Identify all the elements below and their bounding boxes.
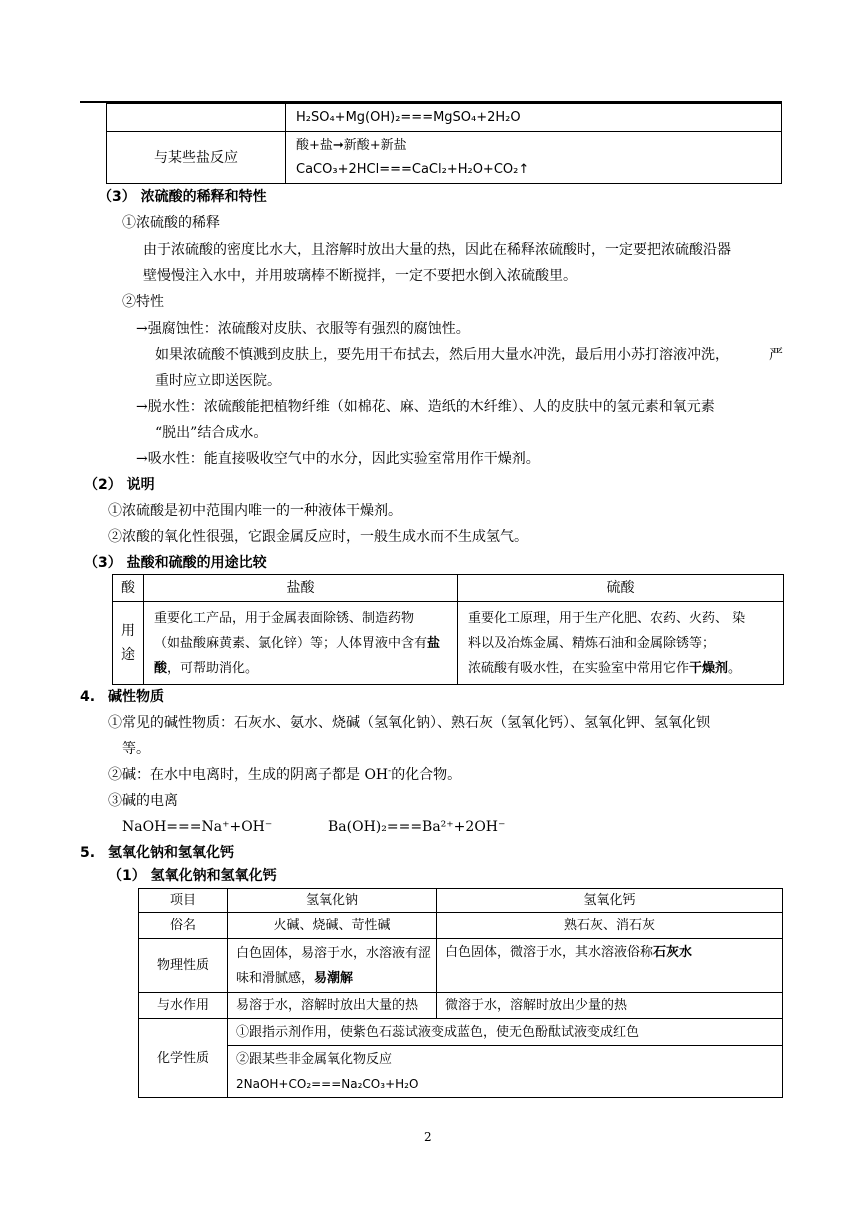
- property-absorbent: →吸水性：能直接吸收空气中的水分，因此实验室常用作干燥剂。: [136, 451, 540, 467]
- section-heading: （2） 说明: [84, 477, 155, 493]
- hcl-uses-cell: [144, 602, 458, 685]
- header-cell: 盐酸: [144, 575, 458, 602]
- cell-bold: 酸: [154, 660, 168, 676]
- base-comparison-table: [138, 888, 783, 1098]
- section-heading: （3） 浓硫酸的稀释和特性: [98, 189, 267, 205]
- table-cell: [437, 939, 783, 993]
- acid-uses-table: [112, 574, 784, 685]
- section-heading: （3） 盐酸和硫酸的用途比较: [84, 555, 267, 571]
- table-cell: ①跟指示剂作用，使紫色石蕊试液变成蓝色，使无色酚酞试液变成红色: [228, 1019, 783, 1046]
- acid-reaction-table: [106, 103, 782, 184]
- sub-heading: ②特性: [122, 294, 164, 310]
- cell-text: ，可帮助消化。: [167, 660, 259, 676]
- cell-text: 白色固体，微溶于水，其水溶液俗称: [445, 945, 654, 960]
- cell-equation: 2NaOH+CO₂===Na₂CO₃+H₂O: [236, 1076, 419, 1091]
- ionization-equation: NaOH===Na⁺+OH⁻: [122, 819, 273, 835]
- cell-line: 白色固体，易溶于水，水溶液有涩: [236, 945, 432, 961]
- property-dehydration: →脱水性：浓硫酸能把植物纤维（如棉花、麻、造纸的木纤维）、人的皮肤中的氢元素和氧元素: [136, 399, 715, 415]
- paragraph-line: ③碱的电离: [108, 793, 178, 809]
- equation-cell: H₂SO₄+Mg(OH)₂===MgSO₄+2H₂O: [286, 104, 782, 132]
- cell-line: [236, 966, 436, 991]
- ionization-equation: Ba(OH)₂===Ba²⁺+2OH⁻: [328, 819, 506, 835]
- table-cell: 熟石灰、消石灰: [437, 913, 783, 939]
- table-cell: [107, 104, 286, 132]
- cell-bold: 干燥剂: [689, 660, 729, 676]
- paragraph-line: 如果浓硫酸不慎溅到皮肤上，要先用干布拭去，然后用大量水冲洗，最后用小苏打溶液冲洗，: [155, 347, 729, 363]
- cell-line: [154, 631, 451, 656]
- row-label: 物理性质: [139, 939, 228, 993]
- header-cell: 氢氧化钠: [228, 889, 437, 913]
- cell-text: 。: [728, 660, 742, 676]
- header-cell: 硫酸: [458, 575, 784, 602]
- text-span: ②碱：在水中电离时，生成的阴离子都是 OH: [108, 767, 389, 783]
- paragraph-line: [108, 765, 461, 785]
- salt-reaction-cell: [286, 132, 782, 184]
- reaction-rule: 酸+盐➞新酸+新盐: [296, 137, 407, 153]
- header-cell: 酸: [113, 575, 144, 602]
- section-title: 碱性物质: [108, 689, 164, 705]
- table-cell: 易溶于水，溶解时放出大量的热: [228, 993, 437, 1019]
- property-corrosive: →强腐蚀性：浓硫酸对皮肤、衣服等有强烈的腐蚀性。: [136, 321, 470, 337]
- paragraph-line: 由于浓硫酸的密度比水大，且溶解时放出大量的热，因此在稀释浓硫酸时，一定要把浓硫酸沿器: [143, 242, 731, 258]
- cell-line: ②跟某些非金属氧化物反应: [236, 1051, 393, 1067]
- cell-bold: 盐: [427, 635, 441, 651]
- label-char: 用: [121, 623, 135, 639]
- cell-line: [468, 656, 777, 681]
- sub-heading: ①浓硫酸的稀释: [122, 215, 220, 231]
- text-span: 的化合物。: [391, 767, 462, 783]
- paragraph-line: 壁慢慢注入水中，并用玻璃棒不断搅拌，一定不要把水倒入浓硫酸里。: [143, 268, 577, 284]
- section-title: 氢氧化钠和氢氧化钙: [108, 845, 234, 861]
- section-number: 4.: [80, 689, 96, 705]
- row-label: 与水作用: [139, 993, 228, 1019]
- cell-line: [154, 656, 451, 681]
- cell-line: 料以及冶炼金属、精炼石油和金属除锈等；: [468, 635, 716, 651]
- superscript: -: [388, 766, 392, 777]
- row-label: 化学性质: [139, 1019, 228, 1098]
- row-label: 与某些盐反应: [107, 132, 286, 184]
- table-cell: [228, 939, 437, 993]
- cell-bold: 石灰水: [653, 945, 693, 960]
- table-cell: 火碱、烧碱、苛性碱: [228, 913, 437, 939]
- paragraph-line: 等。: [122, 741, 150, 757]
- cell-line: 重要化工产品，用于金属表面除锈、制造药物: [154, 610, 415, 626]
- table-cell: 微溶于水，溶解时放出少量的热: [437, 993, 783, 1019]
- paragraph-line-end: 严: [769, 347, 783, 363]
- cell-bold: 易潮解: [314, 970, 354, 986]
- cell-text: （如盐酸麻黄素、氯化锌）等；人体胃液中含有: [154, 635, 428, 651]
- row-label: [113, 602, 144, 685]
- paragraph-line: 重时应立即送医院。: [155, 373, 281, 389]
- header-cell: 氢氧化钙: [437, 889, 783, 913]
- paragraph-line: ①浓硫酸是初中范围内唯一的一种液体干燥剂。: [108, 503, 402, 519]
- reaction-equation: CaCO₃+2HCl===CaCl₂+H₂O+CO₂↑: [296, 161, 530, 177]
- label-char: 途: [121, 647, 135, 663]
- paragraph-line: ①常见的碱性物质：石灰水、氨水、烧碱（氢氧化钠）、熟石灰（氢氧化钙）、氢氧化钾、氢氧化钡: [108, 715, 710, 731]
- table-cell: [228, 1046, 783, 1098]
- header-cell: 项目: [139, 889, 228, 913]
- cell-line: 重要化工原理，用于生产化肥、农药、火药、 染: [468, 610, 746, 626]
- paragraph-line: ②浓酸的氧化性很强，它跟金属反应时，一般生成水而不生成氢气。: [108, 529, 528, 545]
- section-number: 5.: [80, 845, 96, 861]
- page-number: 2: [424, 1130, 432, 1144]
- section-heading: （1） 氢氧化钠和氢氧化钙: [108, 868, 277, 884]
- cell-text: 味和滑腻感，: [236, 970, 315, 986]
- row-label: 俗名: [139, 913, 228, 939]
- cell-text: 浓硫酸有吸水性，在实验室中常用它作: [468, 660, 690, 676]
- h2so4-uses-cell: [458, 602, 784, 685]
- paragraph-line: “脱出”结合成水。: [155, 425, 268, 441]
